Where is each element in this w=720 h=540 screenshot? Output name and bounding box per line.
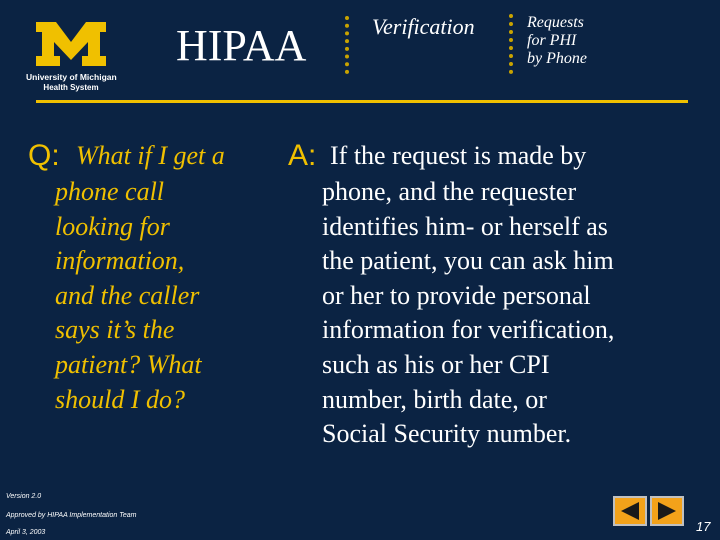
question-line: phone call bbox=[55, 177, 165, 206]
question-line: should I do? bbox=[55, 384, 185, 414]
page-number: 17 bbox=[696, 519, 711, 534]
answer-line: information for verification, bbox=[322, 315, 615, 345]
question-first-line: What if I get a bbox=[76, 141, 225, 170]
question-line: information, bbox=[55, 246, 185, 276]
header-rule bbox=[36, 100, 688, 103]
tab-phi-line: Requests bbox=[527, 14, 584, 31]
answer-text bbox=[322, 175, 702, 452]
arrow-right-icon bbox=[656, 501, 678, 521]
answer-line: the patient, you can ask him bbox=[322, 246, 614, 276]
answer-line: or her to provide personal bbox=[322, 280, 591, 310]
previous-slide-button[interactable] bbox=[613, 496, 647, 526]
block-m-icon bbox=[34, 18, 108, 70]
question-line: looking for bbox=[55, 211, 170, 241]
footer-date: April 3, 2003 bbox=[6, 529, 46, 536]
answer-line: Social Security number. bbox=[322, 419, 572, 449]
question-text bbox=[55, 175, 285, 417]
tab-requests-phi bbox=[527, 14, 637, 68]
answer-first-line: If the request is made by bbox=[330, 141, 587, 170]
tab-phi-line: for PHI bbox=[527, 32, 577, 49]
next-slide-button[interactable] bbox=[650, 496, 684, 526]
tab-verification: Verification bbox=[372, 14, 475, 39]
question-line: says it’s the bbox=[55, 315, 175, 345]
umhs-logo bbox=[26, 18, 116, 93]
tab-phi-line: by Phone bbox=[527, 50, 587, 67]
logo-university-text: University of Michigan bbox=[26, 72, 117, 82]
footer-version: Version 2.0 bbox=[6, 493, 42, 500]
arrow-left-icon bbox=[619, 501, 641, 521]
logo-health-system-text: Health System bbox=[43, 83, 99, 92]
question-line: and the caller bbox=[55, 280, 200, 310]
answer-line: phone, and the requester bbox=[322, 177, 577, 206]
page-title: HIPAA bbox=[176, 21, 307, 70]
answer-marker: A: bbox=[288, 139, 317, 172]
header-divider-1 bbox=[345, 16, 349, 74]
question-line: patient? What bbox=[55, 349, 202, 379]
answer-line: identifies him- or herself as bbox=[322, 211, 608, 241]
footer-approved: Approved by HIPAA Implementation Team bbox=[6, 512, 137, 519]
answer-line: number, birth date, or bbox=[322, 384, 547, 414]
header-divider-2 bbox=[509, 14, 513, 74]
question-marker: Q: bbox=[28, 139, 60, 172]
answer-line: such as his or her CPI bbox=[322, 349, 550, 379]
